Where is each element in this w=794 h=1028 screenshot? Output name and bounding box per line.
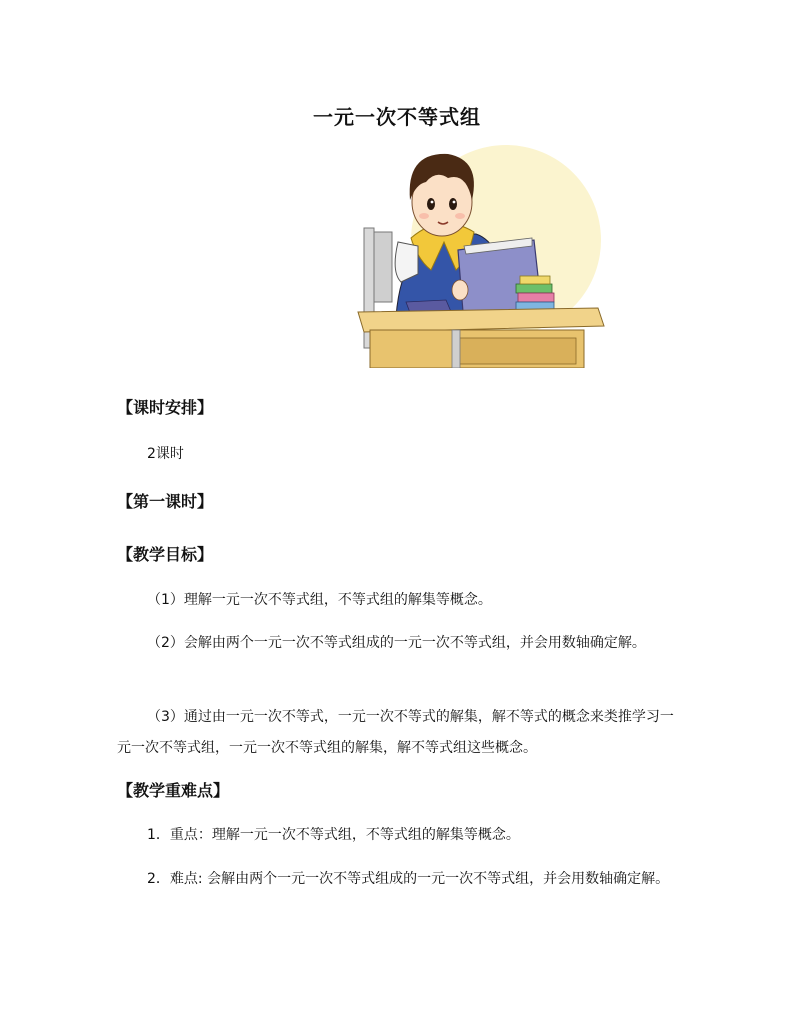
schedule-heading: 【课时安排】: [117, 398, 214, 417]
schedule-text: 2课时: [147, 446, 184, 462]
goals-heading: 【教学目标】: [117, 545, 214, 564]
boy-reading-illustration: [356, 142, 606, 368]
goal-1: （1）理解一元一次不等式组，不等式组的解集等概念。: [147, 592, 492, 608]
goal-2: （2）会解由两个一元一次不等式组成的一元一次不等式组，并会用数轴确定解。: [147, 635, 646, 651]
keypoint-2: 2．难点: 会解由两个一元一次不等式组成的一元一次不等式组，并会用数轴确定解。: [147, 871, 670, 887]
document-title: 一元一次不等式组: [313, 105, 481, 129]
goal-3: （3）通过由一元一次不等式，一元一次不等式的解集，解不等式的概念来类推学习一元一次不等式组，一元一次不等式组的解集，解不等式组这些概念。: [117, 709, 674, 756]
keypoint-1: 1．重点：理解一元一次不等式组，不等式组的解集等概念。: [147, 827, 520, 843]
lesson1-heading: 【第一课时】: [117, 492, 214, 511]
keypoints-heading: 【教学重难点】: [117, 781, 230, 800]
